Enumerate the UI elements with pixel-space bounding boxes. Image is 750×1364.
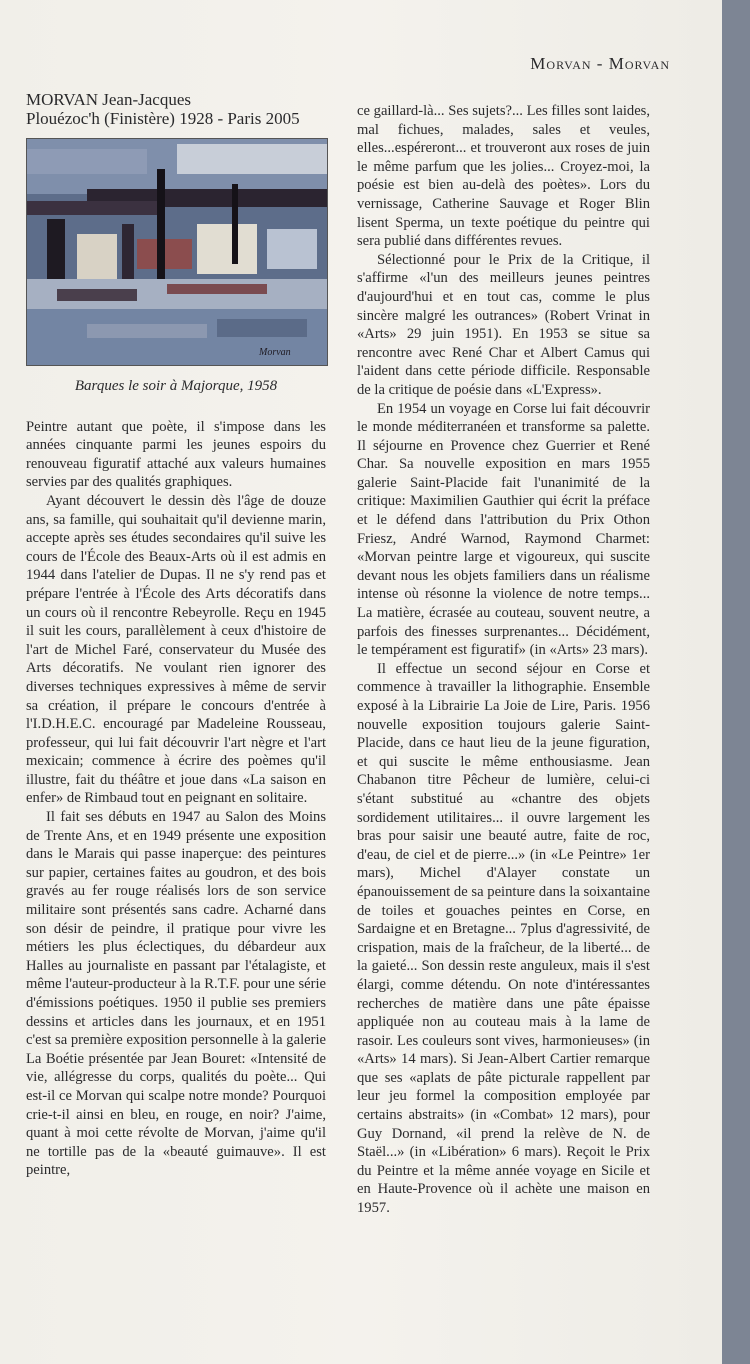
left-paragraph-2: Ayant découvert le dessin dès l'âge de douze ans, sa famille, qui souhaitait qu'il devienne marin, accepte après ses études secondaires qu'il suive les cours de l'École des Beaux-Arts où il est admis en 1944 dans l'atelier de Dupas. Il ne s'y rend pas et prépare l'entrée à l'École des Arts décoratifs dans un cours où il rencontre Rebeyrolle. Reçu en 1945 il suit les cours, parallèlement à ceux d'histoire de l'art de Michel Faré, conservateur du Musée des Arts décoratifs. Ne voulant rien ignorer des diverses techniques expressives à même de servir sa création, il prépare le concours d'entrée à l'I.D.H.E.C. encouragé par Madeleine Rousseau, professeur, qui lui fait découvrir l'art nègre et l'art mexicain; commence à écrire des poèmes qu'il illustre, fait du théâtre et joue dans «La saison en enfer» de Rimbaud tout en peignant en solitaire. <box>26 492 326 807</box>
painting-signature: Morvan <box>259 347 291 358</box>
right-column <box>357 102 650 1218</box>
figure-caption: Barques le soir à Majorque, 1958 <box>74 378 278 394</box>
right-paragraph-3: En 1954 un voyage en Corse lui fait découvrir le monde méditerranéen et transforme sa palette. Il séjourne en Provence chez Guerrier et René Char. Sa nouvelle exposition en mars 1955 galerie Saint-Placide fait l'unanimité de la critique: Maximilien Gauthier qui écrit la préface et le défend dans l'attribution du Prix Othon Friesz, André Warnod, Raymond Charmet: «Morvan peintre large et vigoureux, qui suscite devant nous les objets familiers dans un réalisme intense où résonne la violence de notre temps... La matière, écrasée au couteau, souvent neutre, a parfois des finesses surprenantes... Décidément, le tempérament est figuratif» (in «Arts» 23 mars). <box>357 400 650 659</box>
left-column <box>26 90 326 1180</box>
entry-heading <box>26 90 326 128</box>
painting-illustration <box>27 139 327 365</box>
right-paragraph-1: ce gaillard-là... Ses sujets?... Les filles sont laides, mal fichues, malades, sales et veules, elles...espéreront... et trouveront aux roses de juin le même parfum que les jolies... Croyez-moi, la poésie est bien au-delà des poètes». Lors du vernissage, Catherine Sauvage et Roger Blin lisent Sperma, un texte poétique du peintre qui sera publié dans différentes revues. <box>357 103 650 250</box>
left-paragraph-1: Peintre autant que poète, il s'impose dans les années cinquante parmi les jeunes espoirs du renouveau figuratif attaché aux valeurs humaines servies par des qualités graphiques. <box>26 418 326 491</box>
left-paragraph-3: Il fait ses débuts en 1947 au Salon des Moins de Trente Ans, et en 1949 présente une exposition dans le Marais qui passe inaperçue: des peintures sur papier, certaines faites au goudron, et des bois gravés au fer rouge réalisés lors de son service militaire sont présentés sans cadre. Acharné dans son désir de peindre, il pratique pour vivre les métiers les plus éclectiques, du débardeur aux Halles au journaliste en passant par l'étalagiste, et même l'auteur-producteur à la R.T.F. pour une série d'émissions poétiques. 1950 il publie ses premiers dessins et articles dans les journaux, et en 1951 c'est sa première exposition personnelle à la galerie La Boétie présentée par Jean Bouret: «Intensité de vie, allégresse du corps, qualités du poète... Qui est-il ce Morvan qui scalpe notre monde? Pourquoi crie-t-il ainsi en bleu, en rouge, en noir? J'aime, quant à moi cette révolte de Morvan, j'aime qu'il ne tortille pas de la «beauté guimauve». Il est peintre, <box>26 809 326 1179</box>
artist-birth-death: Plouézoc'h (Finistère) 1928 - Paris 2005 <box>26 109 300 128</box>
artist-name: MORVAN Jean-Jacques <box>26 90 191 109</box>
right-paragraph-2: Sélectionné pour le Prix de la Critique, il s'affirme «l'un des meilleurs jeunes peintres d'aujourd'hui et en tout cas, comme le plus sincère malgré les outrances» (Robert Vrinat in «Arts» 29 juin 1951). En 1953 se situe sa rencontre avec René Char et Albert Camus qui l'aident dans cette période difficile. Responsable de la critique de poésie dans «L'Express». <box>357 251 650 398</box>
running-head: Morvan - Morvan <box>530 54 670 73</box>
right-paragraph-4: Il effectue un second séjour en Corse et commence à travailler la lithographie. Ensemble exposé à la Librairie La Joie de Lire, Paris. 1956 nouvelle exposition toujours galerie Saint-Placide, dans ce haut lieu de la jeune figuration, et qui suscite le même enthousiasme. Jean Chabanon titre Pêcheur de lumière, celui-ci s'étant substitué au «chantre des objets sordidement utilitaires... il ouvre largement les bras pour saisir une beauté autre, faite de roc, d'eau, de ciel et de pierre...» (in «Le Peintre» 1er mars), Michel d'Alayer constate un épanouissement de sa peinture dans la soixantaine de toiles et gouaches peintes en Corse, en Sardaigne et en Bretagne... 7plus d'agressivité, de crispation, mais de la fraîcheur, de la liberté... de la gaieté... Son dessin reste anguleux, mais il s'est élargi, comme détendu. On note d'intéressantes recherches de matière dans une pâte épaisse appliquée non au couteau mais à la lame de rasoir. Les couleurs sont vives, harmonieuses» (in «Arts» 14 mars). Si Jean-Albert Cartier remarque que ses «aplats de pâte picturale rappellent par leur jeu formel la composition employée par certains abstraits» (in «Combat» 12 mars), pour Guy Dornand, «il prend la relève de N. de Staël...» (in «Libération» 6 mars). Reçoit le Prix du Peintre et la même année voyage en Sicile et en Haute-Provence où il achète une maison en 1957. <box>357 660 650 1217</box>
painting-image <box>26 138 328 366</box>
